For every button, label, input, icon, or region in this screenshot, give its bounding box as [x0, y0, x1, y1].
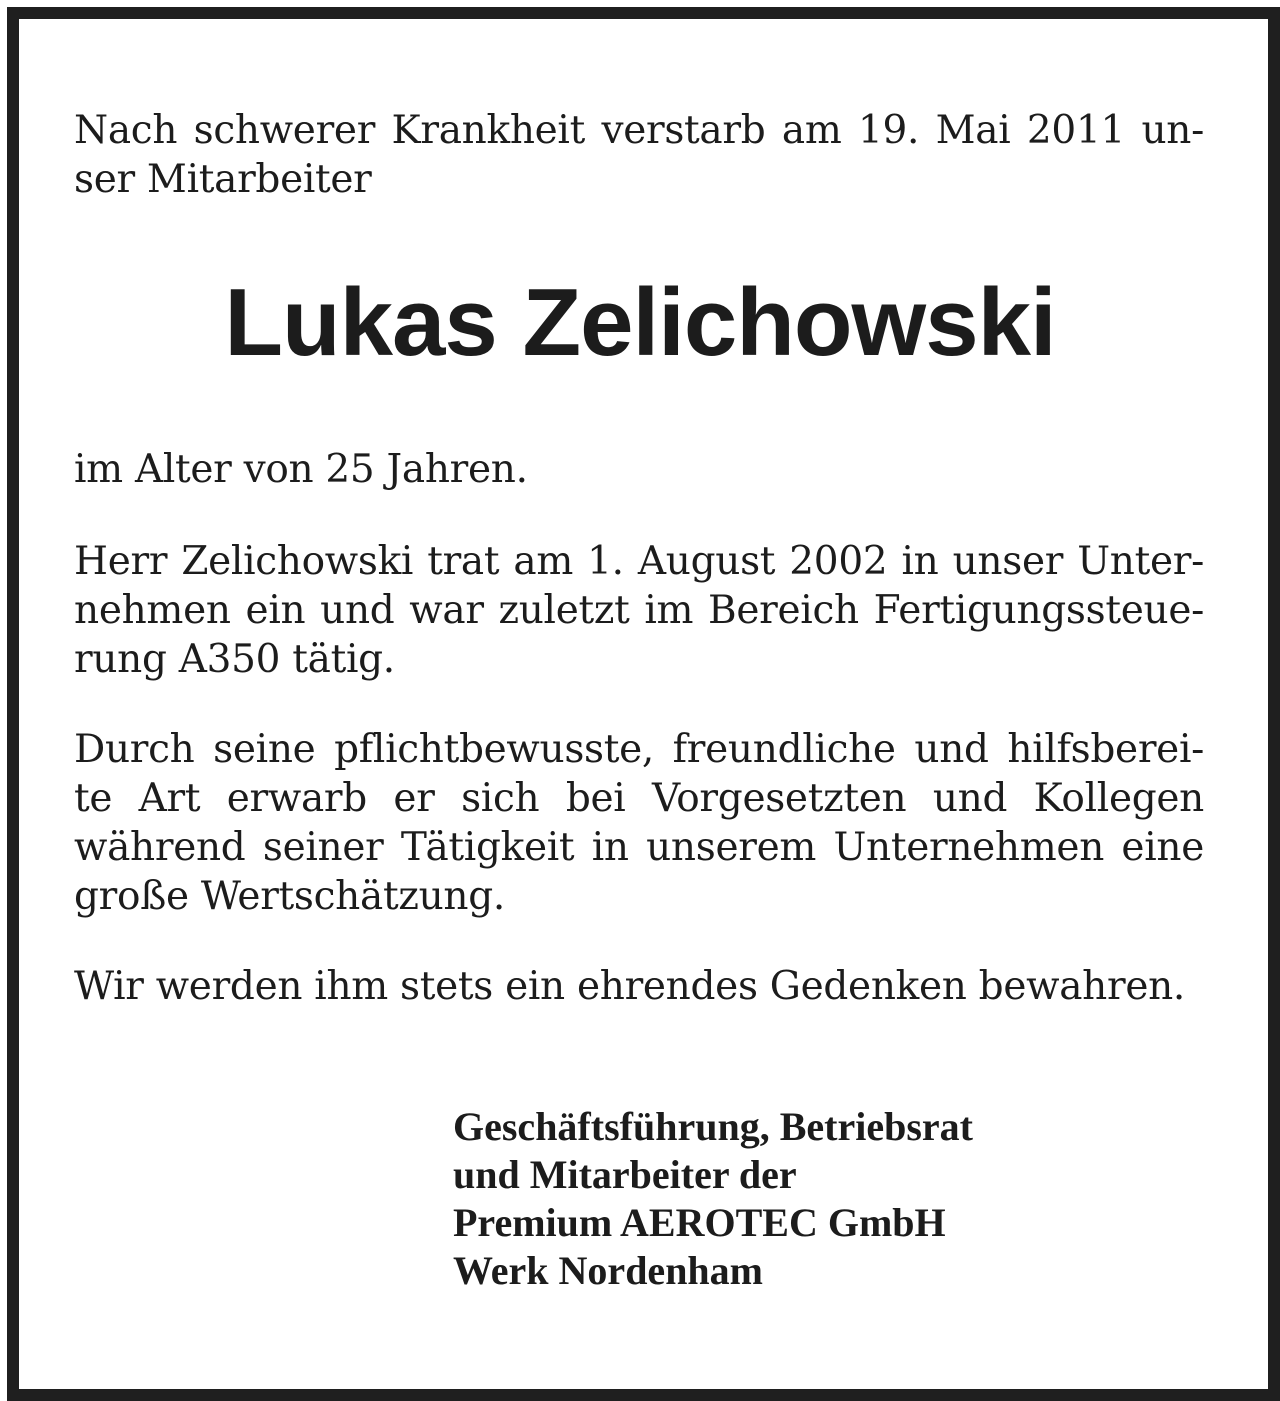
age-line: [74, 445, 1204, 494]
closing-text: Wir werden ihm stets ein ehrendes Gedenken bewahren.: [74, 964, 1186, 1009]
career-line-2: nehmen ein und war zuletzt im Bereich Fertigungssteue-: [74, 588, 1204, 633]
deceased-name: Lukas Zelichowski: [224, 269, 1056, 376]
signature-line-4: Werk Nordenham: [453, 1248, 763, 1293]
character-line-1: Durch seine pflichtbewusste, freundliche und hilfsberei-: [74, 727, 1204, 772]
intro-line-1: Nach schwerer Krankheit verstarb am 19. Mai 2011 un-: [74, 108, 1204, 153]
closing-line: [74, 962, 1204, 1011]
character-paragraph: [74, 725, 1204, 921]
intro-line-2: ser Mitarbeiter: [74, 157, 372, 202]
career-line-3: rung A350 tätig.: [74, 637, 395, 682]
signature-line-3: Premium AEROTEC GmbH: [453, 1200, 946, 1245]
signature-line-2: und Mitarbeiter der: [453, 1152, 797, 1197]
character-line-2: te Art erwarb er sich bei Vorgesetzten und Kollegen: [74, 776, 1204, 821]
career-line-1: Herr Zelichowski trat am 1. August 2002 in unser Unter-: [74, 539, 1204, 584]
character-line-3: während seiner Tätigkeit in unserem Unternehmen eine: [74, 825, 1204, 870]
character-line-4: große Wertschätzung.: [74, 874, 505, 919]
career-paragraph: [74, 537, 1204, 684]
signature-block: [453, 1103, 973, 1295]
age-text: im Alter von 25 Jahren.: [74, 447, 528, 492]
intro-paragraph: [74, 106, 1204, 204]
signature-line-1: Geschäftsführung, Betriebsrat: [453, 1104, 973, 1149]
